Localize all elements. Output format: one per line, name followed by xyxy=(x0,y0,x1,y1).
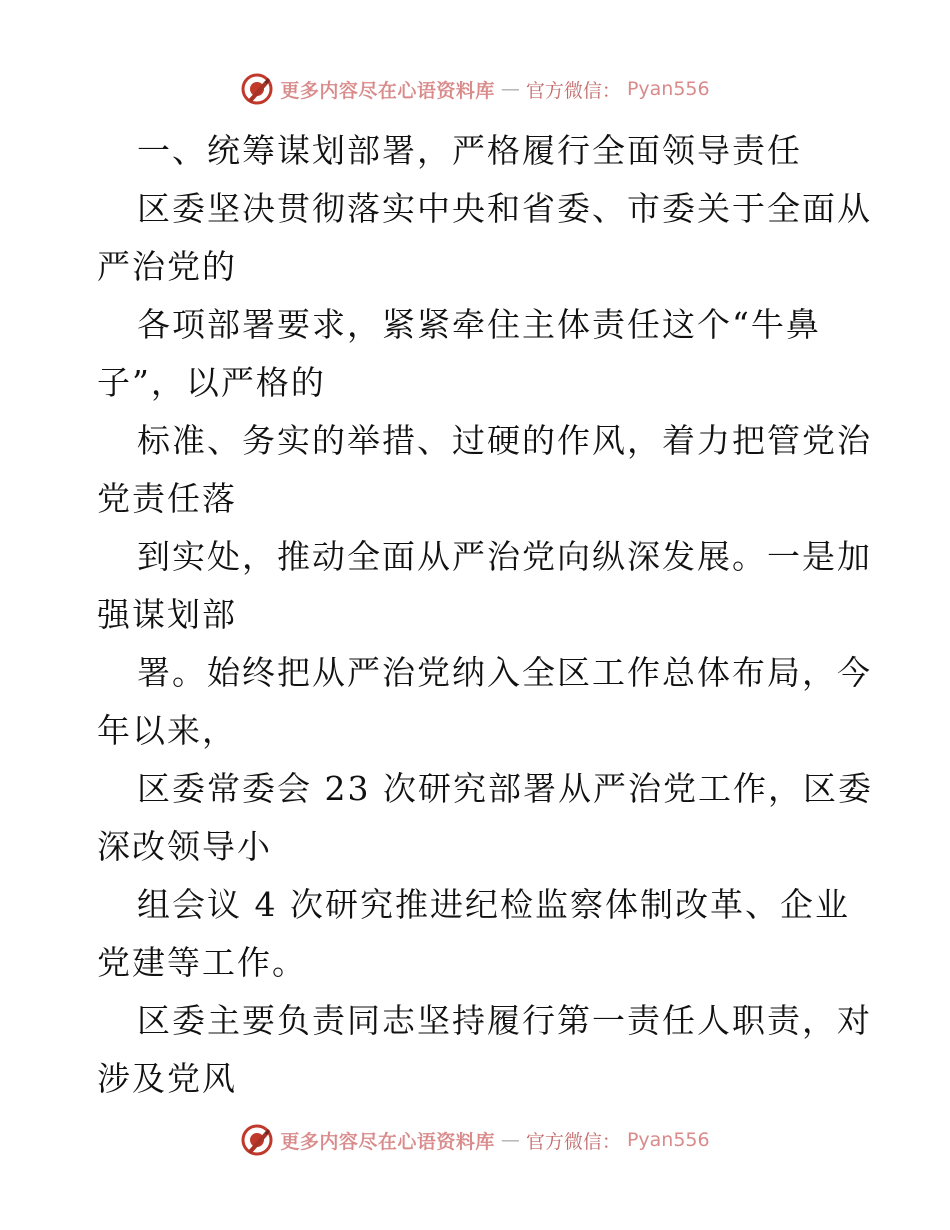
watermark-wechat-id: Pyan556 xyxy=(626,78,710,100)
pen-logo-icon xyxy=(240,72,274,106)
text-line: 党责任落 xyxy=(97,479,237,518)
text-line: 标准、务实的举措、过硬的作风，着力把管党治 xyxy=(137,421,872,460)
text-line: 署。始终把从严治党纳入全区工作总体布局，今 xyxy=(137,653,872,692)
watermark-site-name: 更多内容尽在心语资料库 xyxy=(280,79,495,102)
watermark-wechat-id: Pyan556 xyxy=(626,1129,710,1151)
header-watermark xyxy=(0,73,950,105)
watermark-dash: — xyxy=(500,78,520,100)
text-line: 子”，以严格的 xyxy=(97,363,326,402)
text-line: 强谋划部 xyxy=(97,595,237,634)
pen-logo-icon xyxy=(240,1123,274,1157)
text-line: 区委常委会 23 次研究部署从严治党工作，区委 xyxy=(137,769,873,808)
text-line: 涉及党风 xyxy=(97,1059,237,1098)
text-line: 区委坚决贯彻落实中央和省委、市委关于全面从 xyxy=(137,189,872,228)
text-line: 深改领导小 xyxy=(97,827,272,866)
watermark-wechat-label: 官方微信： xyxy=(525,1130,621,1153)
text-line: 组会议 4 次研究推进纪检监察体制改革、企业 xyxy=(137,885,850,924)
footer-watermark xyxy=(0,1124,950,1156)
text-line: 到实处，推动全面从严治党向纵深发展。一是加 xyxy=(137,537,872,576)
text-line: 严治党的 xyxy=(97,247,237,286)
text-line: 一、统筹谋划部署，严格履行全面领导责任 xyxy=(137,131,802,170)
watermark-dash: — xyxy=(500,1129,520,1151)
text-line: 年以来， xyxy=(97,711,237,750)
watermark-wechat-label: 官方微信： xyxy=(525,79,621,102)
text-line: 区委主要负责同志坚持履行第一责任人职责，对 xyxy=(137,1001,872,1040)
text-line: 各项部署要求，紧紧牵住主体责任这个“牛鼻 xyxy=(137,305,821,344)
text-line: 党建等工作。 xyxy=(97,943,307,982)
watermark-site-name: 更多内容尽在心语资料库 xyxy=(280,1130,495,1153)
document-body xyxy=(97,122,873,1108)
